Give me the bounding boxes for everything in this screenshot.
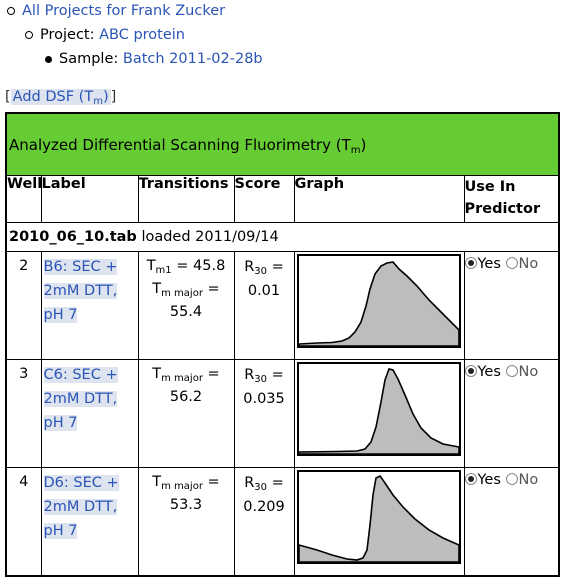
score-value: 0.035 [243,391,285,407]
bracket-close: ] [110,89,117,105]
tm1-value: = 45.8 [171,258,226,274]
well-cell: 4 [6,468,41,577]
yes-radio[interactable] [465,365,477,377]
table-row [6,252,559,360]
sample-label: Sample: [59,51,119,67]
score-eq: = [267,367,284,383]
no-radio[interactable] [506,365,518,377]
predictor-cell [464,252,559,360]
table-title-sub: m [350,144,361,156]
no-radio[interactable] [506,473,518,485]
well-cell: 2 [6,252,41,360]
sample-label-link[interactable]: pH 7 [43,523,78,539]
bullet-icon [7,7,15,15]
tmajor-sub: m major [161,373,203,384]
score-sub: 30 [254,266,268,277]
score-prefix: R [244,475,255,491]
all-projects-link[interactable]: All Projects for Frank Zucker [22,3,226,19]
graph-cell [294,468,464,577]
transitions-cell [138,360,234,468]
transitions-cell [138,252,234,360]
tmajor-value: 55.4 [169,304,203,320]
tmajor-eq: = [202,474,220,490]
label-cell [41,252,138,360]
add-dsf-label-end: ) [102,89,109,105]
well-cell: 3 [6,360,41,468]
score-sub: 30 [254,374,268,385]
tmajor-sub: m major [161,481,203,492]
melt-curve-graph [297,254,461,348]
col-header-well: Well [6,176,41,223]
tmajor-value: 53.3 [169,497,203,513]
tmajor-prefix: T [152,366,162,382]
yes-radio[interactable] [465,257,477,269]
bullet-icon [45,56,52,63]
col-header-graph: Graph [294,176,464,223]
no-label: No [518,472,539,488]
tmajor-sub: m major [161,288,203,299]
yes-label: Yes [477,472,501,488]
score-sub: 30 [254,482,268,493]
bullet-icon [25,31,33,39]
score-eq: = [267,259,284,275]
label-cell [41,360,138,468]
sample-link[interactable]: Batch 2011-02-28b [122,51,263,67]
file-name: 2010_06_10.tab [9,229,137,245]
melt-curve-graph [297,362,461,456]
yes-label: Yes [477,364,501,380]
tmajor-value: 56.2 [169,389,203,405]
file-row [6,223,559,252]
melt-curve-graph [297,470,461,564]
graph-cell [294,360,464,468]
yes-label: Yes [477,256,501,272]
tmajor-eq: = [202,366,220,382]
graph-cell [294,252,464,360]
no-label: No [518,256,539,272]
sample-label-link[interactable]: D6: SEC + [43,475,119,491]
tmajor-eq: = [202,281,220,297]
score-prefix: R [244,259,255,275]
project-crumb [40,27,185,43]
sample-label-link[interactable]: 2mM DTT, [43,283,118,299]
label-cell [41,468,138,577]
table-title-end: ) [360,135,367,154]
table-title-text: Analyzed Differential Scanning Fluorimetry (T [9,135,351,154]
predictor-cell [464,468,559,577]
add-dsf-label: Add DSF (T [12,89,94,105]
sample-label-link[interactable]: pH 7 [43,307,78,323]
col-header-label: Label [41,176,138,223]
score-cell [234,252,294,360]
table-row [6,468,559,577]
no-label: No [518,364,539,380]
tmajor-prefix: T [152,281,162,297]
col-header-score: Score [234,176,294,223]
sample-label-link[interactable]: pH 7 [43,415,78,431]
score-value: 0.01 [247,283,281,299]
table-title [6,113,559,176]
no-radio[interactable] [506,257,518,269]
score-prefix: R [244,367,255,383]
bracket-open: [ [5,89,11,105]
sample-label-link[interactable]: B6: SEC + [43,259,118,275]
project-link[interactable]: ABC protein [99,27,185,43]
score-eq: = [267,475,284,491]
add-dsf-bar [5,89,116,105]
sample-label-link[interactable]: 2mM DTT, [43,499,118,515]
tm1-prefix: T [146,258,156,274]
sample-crumb [59,51,263,67]
add-dsf-button[interactable] [11,89,111,105]
tm1-sub: m1 [155,265,172,276]
sample-label-link[interactable]: C6: SEC + [43,367,118,383]
predictor-cell [464,360,559,468]
sample-label-link[interactable]: 2mM DTT, [43,391,118,407]
score-cell [234,360,294,468]
transitions-cell [138,468,234,577]
file-loaded: loaded 2011/09/14 [141,229,279,245]
col-header-transitions: Transitions [138,176,234,223]
score-value: 0.209 [243,499,285,515]
table-row [6,360,559,468]
score-cell [234,468,294,577]
add-dsf-sub: m [93,96,103,107]
tmajor-prefix: T [152,474,162,490]
project-label: Project: [40,27,95,43]
dsf-table [5,112,560,577]
col-header-use-in-predictor: Use In Predictor [464,176,559,223]
yes-radio[interactable] [465,473,477,485]
